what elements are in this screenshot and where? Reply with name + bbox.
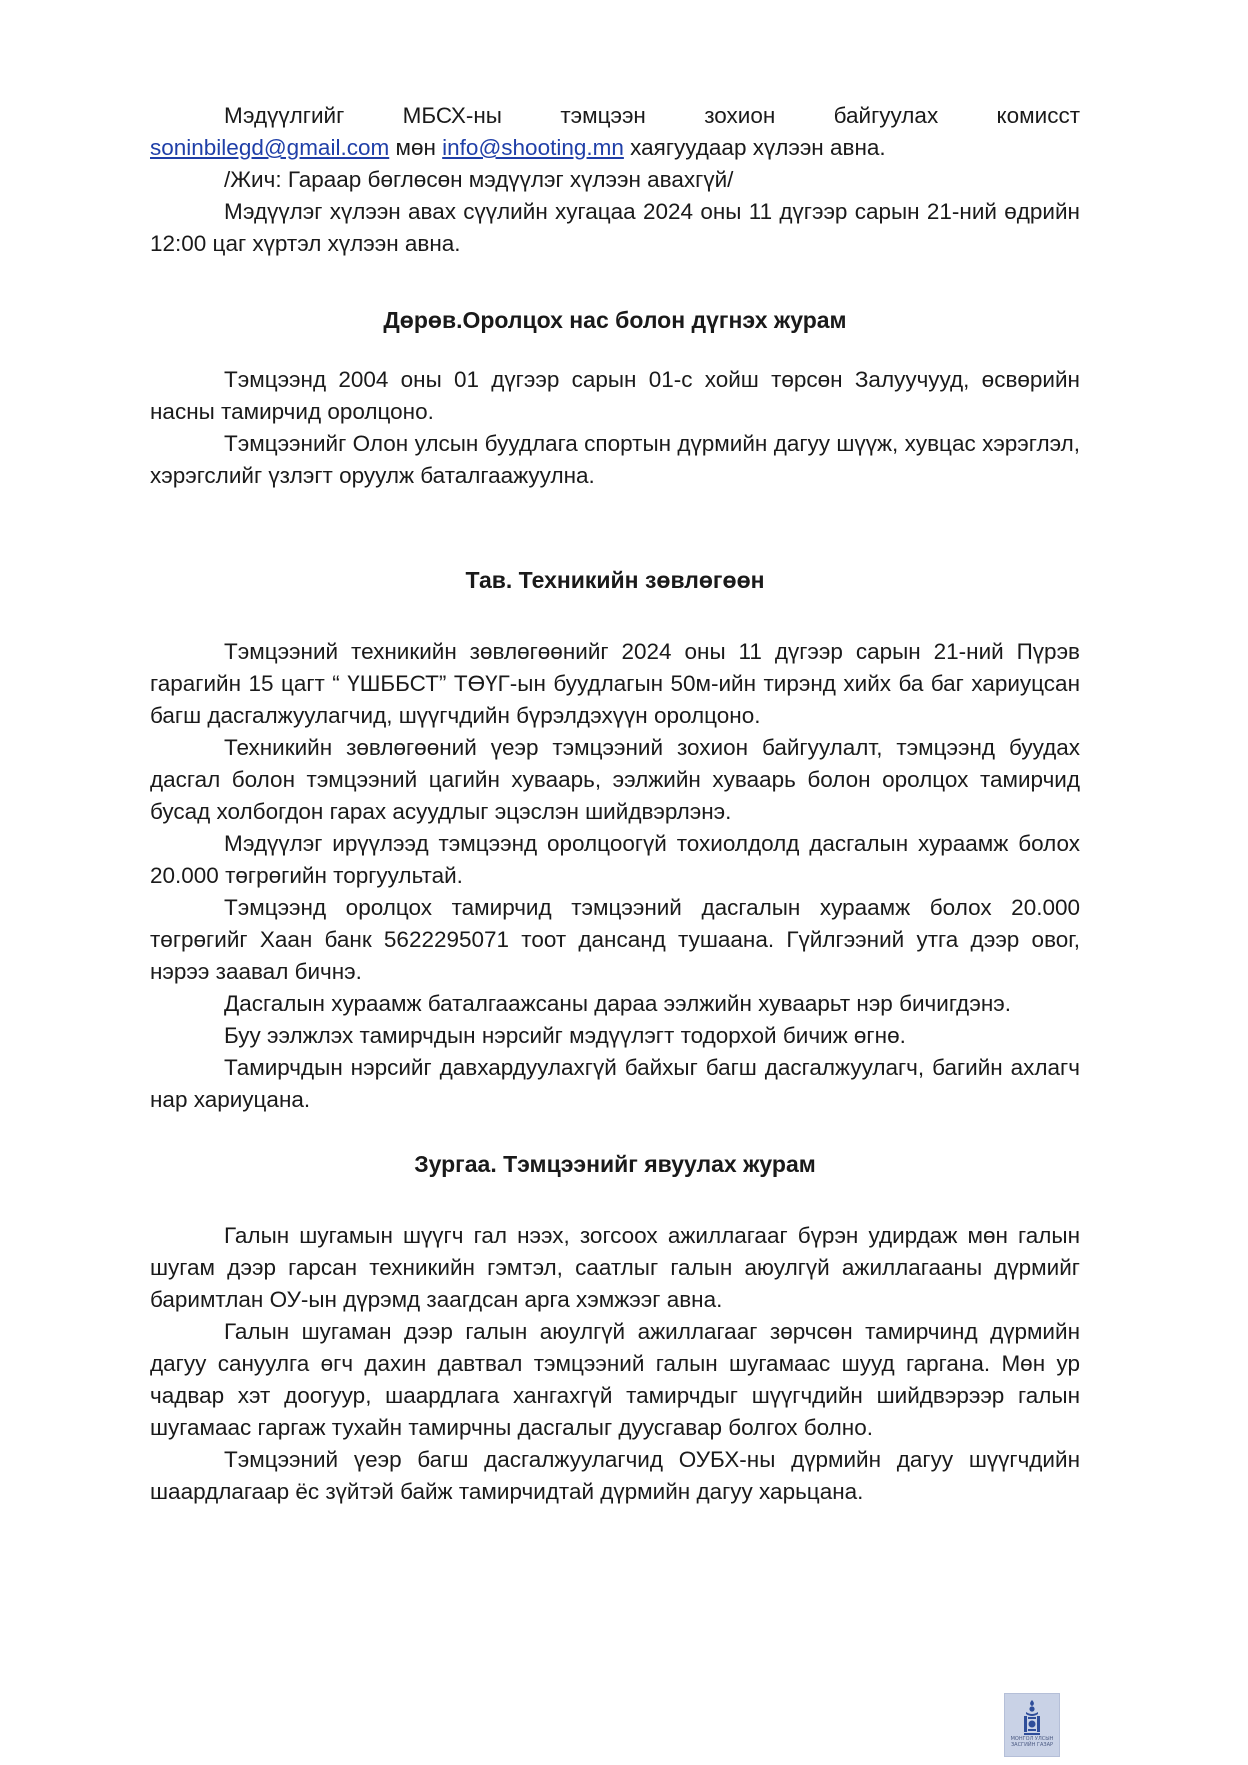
section-5-paragraph: Мэдүүлэг ирүүлээд тэмцээнд оролцоогүй тохиолдолд дасгалын хураамж болох 20.000 төгрөгийн торгуультай.: [150, 831, 1080, 888]
stamp-caption: МОНГОЛ УЛСЫН ЗАСГИЙН ГАЗАР: [1010, 1736, 1054, 1748]
submission-intro: [150, 100, 1080, 260]
section-5-paragraph: Дасгалын хураамж баталгаажсаны дараа ээлжийн хуваарьт нэр бичигдэнэ.: [224, 991, 1012, 1016]
intro-line-2: [150, 132, 1080, 164]
soyombo-emblem-icon: [1018, 1698, 1046, 1736]
document-page: [150, 100, 1080, 1508]
section-6-body: [150, 1220, 1080, 1508]
intro-word: байгуулах: [833, 103, 939, 128]
section-6-heading: Зургаа. Тэмцээнийг явуулах журам: [414, 1151, 816, 1177]
section-4-body: [150, 364, 1080, 492]
section-4-paragraph: Тэмцээнд 2004 оны 01 дүгээр сарын 01-с хойш төрсөн Залуучууд, өсвөрийн насны тамирчид оролцоно.: [150, 367, 1080, 424]
section-5-paragraph: Тэмцээнд оролцох тамирчид тэмцээний дасгалын хураамж болох 20.000 төгрөгийг Хаан банк 5622295071 тоот дансанд тушаана. Гүйлгээний утга дээр овог, нэрээ заавал бичнэ.: [150, 895, 1080, 984]
intro-word: зохион: [704, 103, 776, 128]
intro-line-2-tail: хаягуудаар хүлээн авна.: [630, 135, 886, 160]
section-6-paragraph: Галын шугамын шүүгч гал нээх, зогсоох ажиллагааг бүрэн удирдаж мөн галын шугам дээр гарсан техникийн гэмтэл, саатлыг галын аюулгүй ажиллагааны дүрмийг баримтлан ОУ-ын дүрэмд заагдсан арга хэмжээг авна.: [150, 1223, 1080, 1312]
intro-note: /Жич: Гараар бөглөсөн мэдүүлэг хүлээн авахгүй/: [224, 167, 734, 192]
section-4-paragraph: Тэмцээнийг Олон улсын буудлага спортын дүрмийн дагуу шүүж, хувцас хэрэглэл, хэрэгслийг үзлэгт оруулж баталгаажуулна.: [150, 431, 1080, 488]
intro-deadline: Мэдүүлэг хүлээн авах сүүлийн хугацаа 2024 оны 11 дүгээр сарын 21-ний өдрийн 12:00 цаг хүртэл хүлээн авна.: [150, 199, 1080, 256]
email-link-shooting[interactable]: info@shooting.mn: [442, 135, 624, 160]
section-5-body: [150, 636, 1080, 1116]
section-6-paragraph: Галын шугаман дээр галын аюулгүй ажиллагааг зөрчсөн тамирчинд дүрмийн дагуу сануулга өгч дахин давтвал тэмцээний галын шугамаас шууд гаргана. Мөн ур чадвар хэт доогуур, шаардлага хангахгүй тамирчдыг шүүгчдийн шийдвэрээр галын шугамаас гаргаж тухайн тамирчны дасгалыг дуусгавар болгох болно.: [150, 1319, 1080, 1440]
section-5-paragraph: Буу ээлжлэх тамирчдын нэрсийг мэдүүлэгт тодорхой бичиж өгнө.: [224, 1023, 906, 1048]
section-4-heading: Дөрөв.Оролцох нас болон дүгнэх журам: [383, 307, 847, 333]
intro-word: комисст: [996, 103, 1080, 128]
intro-word: тэмцээн: [560, 103, 646, 128]
section-5-paragraph: Тэмцээний техникийн зөвлөгөөнийг 2024 оны 11 дүгээр сарын 21-ний Пүрэв гарагийн 15 цагт “ ҮШББСТ” ТӨҮГ-ын буудлагын 50м-ийн тирэнд хийх ба баг хариуцсан багш дасгалжуулагчид, шүүгчдийн бүрэлдэхүүн оролцоно.: [150, 639, 1080, 728]
email-link-soninbilegd[interactable]: soninbilegd@gmail.com: [150, 135, 390, 160]
section-6-paragraph: Тэмцээний үеэр багш дасгалжуулагчид ОУБХ-ны дүрмийн дагуу шүүгчдийн шаардлагаар ёс зүйтэй байж тамирчидтай дүрмийн дагуу харьцана.: [150, 1447, 1080, 1504]
intro-line-1: [150, 100, 1080, 132]
intro-word: МБСХ-ны: [402, 103, 502, 128]
section-5-paragraph: Техникийн зөвлөгөөний үеэр тэмцээний зохион байгуулалт, тэмцээнд буудах дасгал болон тэмцээний цагийн хуваарь, ээлжийн хуваарь болон оролцох тамирчид бусад холбогдон гарах асуудлыг эцэслэн шийдвэрлэнэ.: [150, 735, 1080, 824]
government-stamp: [1004, 1693, 1060, 1757]
section-5-paragraph: Тамирчдын нэрсийг давхардуулахгүй байхыг багш дасгалжуулагч, багийн ахлагч нар хариуцана.: [150, 1055, 1080, 1112]
intro-connector: мөн: [395, 135, 436, 160]
intro-word: Мэдүүлгийг: [224, 103, 345, 128]
section-5-heading: Тав. Техникийн зөвлөгөөн: [465, 567, 765, 593]
